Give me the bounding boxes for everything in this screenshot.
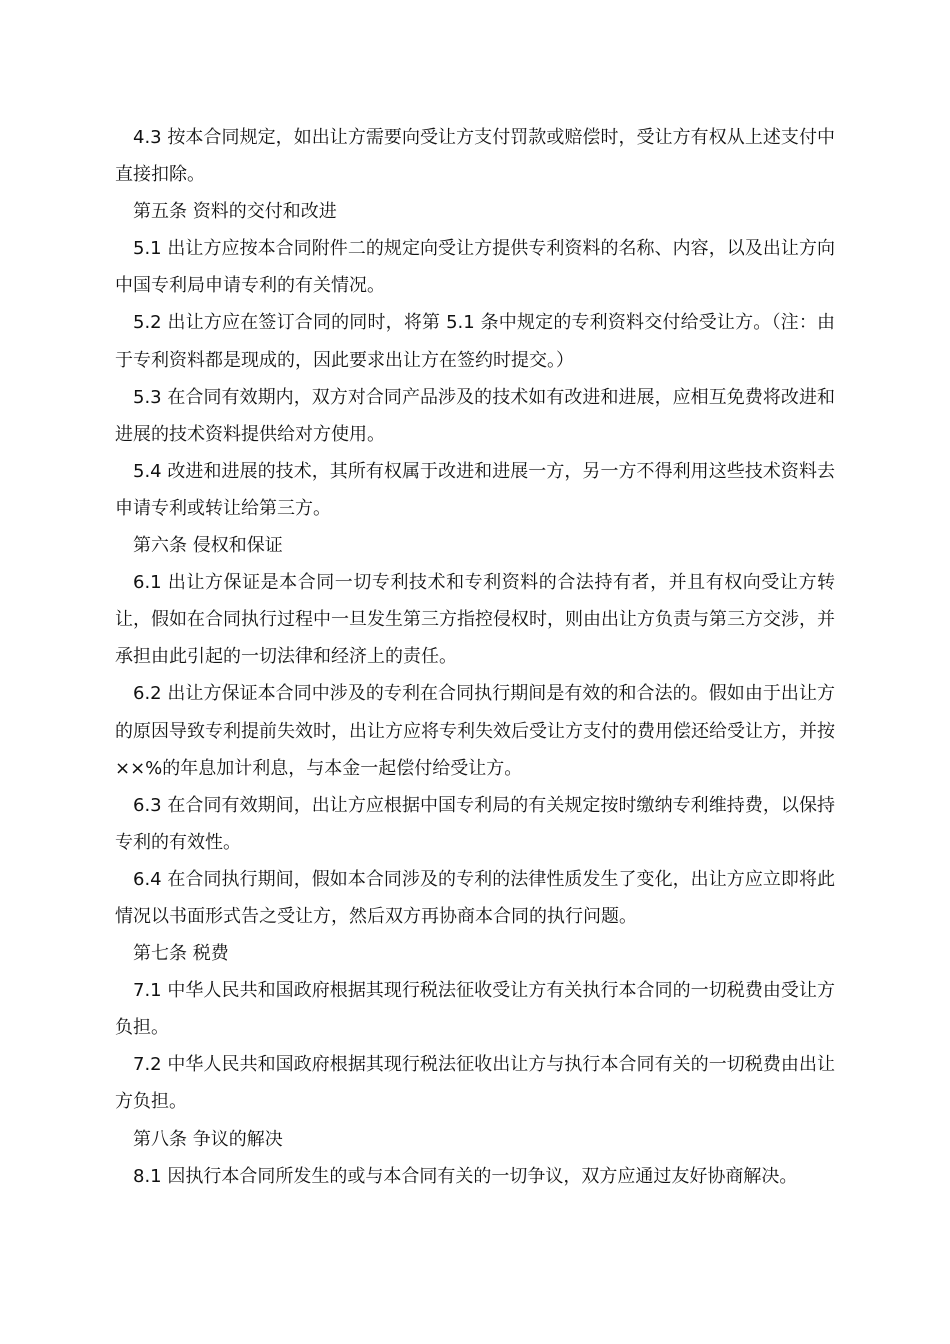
article-5-heading: 第五条 资料的交付和改进	[133, 201, 337, 223]
clause-6-3: 6.3 在合同有效期间，出让方应根据中国专利局的有关规定按时缴纳专利维持费，以保持专利的有效性。	[115, 794, 835, 853]
clause-5-2: 5.2 出让方应在签订合同的同时，将第 5.1 条中规定的专利资料交付给受让方。（注：由于专利资料都是现成的，因此要求出让方在签约时提交。）	[115, 312, 835, 371]
clause-7-2: 7.2 中华人民共和国政府根据其现行税法征收出让方与执行本合同有关的一切税费由出让方负担。	[115, 1054, 835, 1113]
clause-5-3: 5.3 在合同有效期内，双方对合同产品涉及的技术如有改进和进展，应相互免费将改进和进展的技术资料提供给对方使用。	[115, 386, 835, 445]
clause-4-3: 4.3 按本合同规定，如出让方需要向受让方支付罚款或赔偿时，受让方有权从上述支付中直接扣除。	[115, 127, 835, 186]
clause-7-1: 7.1 中华人民共和国政府根据其现行税法征收受让方有关执行本合同的一切税费由受让方负担。	[115, 980, 835, 1039]
clause-5-4: 5.4 改进和进展的技术，其所有权属于改进和进展一方，另一方不得利用这些技术资料去申请专利或转让给第三方。	[115, 460, 835, 519]
article-6-heading: 第六条 侵权和保证	[133, 535, 283, 557]
article-8-heading: 第八条 争议的解决	[133, 1128, 283, 1150]
article-7-heading: 第七条 税费	[133, 943, 229, 965]
clause-6-1: 6.1 出让方保证是本合同一切专利技术和专利资料的合法持有者，并且有权向受让方转让，假如在合同执行过程中一旦发生第三方指控侵权时，则由出让方负责与第三方交涉，并承担由此引起的一切法律和经济上的责任。	[115, 572, 835, 668]
clause-6-2: 6.2 出让方保证本合同中涉及的专利在合同执行期间是有效的和合法的。假如由于出让方的原因导致专利提前失效时，出让方应将专利失效后受让方支付的费用偿还给受让方，并按××%的年息加计利息，与本金一起偿付给受让方。	[115, 683, 835, 779]
clause-5-1: 5.1 出让方应按本合同附件二的规定向受让方提供专利资料的名称、内容，以及出让方向中国专利局申请专利的有关情况。	[115, 238, 835, 297]
clause-6-4: 6.4 在合同执行期间，假如本合同涉及的专利的法律性质发生了变化，出让方应立即将此情况以书面形式告之受让方，然后双方再协商本合同的执行问题。	[115, 868, 835, 927]
document-body	[115, 119, 835, 1195]
clause-8-1: 8.1 因执行本合同所发生的或与本合同有关的一切争议，双方应通过友好协商解决。	[133, 1165, 798, 1187]
